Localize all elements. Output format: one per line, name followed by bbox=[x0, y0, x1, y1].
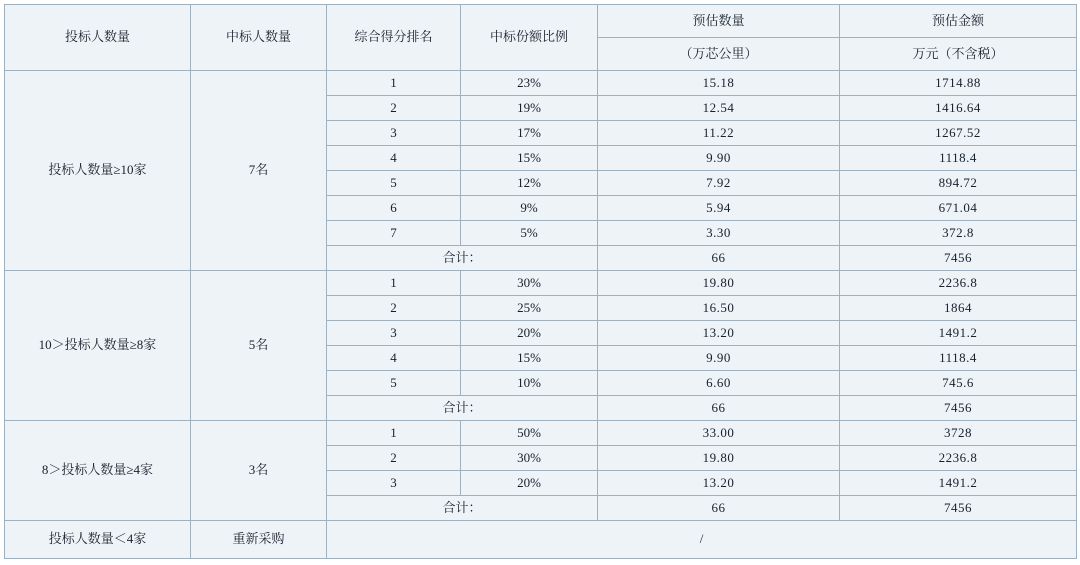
last-winner-count: 重新采购 bbox=[191, 521, 327, 559]
cell-quantity: 13.20 bbox=[598, 321, 840, 346]
total-label: 合计： bbox=[327, 496, 598, 521]
total-label: 合计： bbox=[327, 396, 598, 421]
cell-quantity: 6.60 bbox=[598, 371, 840, 396]
cell-share: 20% bbox=[461, 471, 598, 496]
cell-share: 15% bbox=[461, 346, 598, 371]
header-bidder-count: 投标人数量 bbox=[5, 5, 191, 71]
cell-quantity: 13.20 bbox=[598, 471, 840, 496]
cell-amount: 1267.52 bbox=[840, 121, 1077, 146]
last-value: / bbox=[327, 521, 1077, 559]
cell-amount: 894.72 bbox=[840, 171, 1077, 196]
cell-quantity: 11.22 bbox=[598, 121, 840, 146]
group-bidder-count: 10＞投标人数量≥8家 bbox=[5, 271, 191, 421]
bid-share-table bbox=[4, 4, 1077, 559]
cell-amount: 1864 bbox=[840, 296, 1077, 321]
cell-rank: 4 bbox=[327, 346, 461, 371]
last-bidder-count: 投标人数量＜4家 bbox=[5, 521, 191, 559]
cell-quantity: 19.80 bbox=[598, 271, 840, 296]
cell-amount: 1118.4 bbox=[840, 146, 1077, 171]
cell-amount: 1416.64 bbox=[840, 96, 1077, 121]
total-amount: 7456 bbox=[840, 496, 1077, 521]
cell-rank: 5 bbox=[327, 371, 461, 396]
cell-rank: 3 bbox=[327, 121, 461, 146]
cell-rank: 3 bbox=[327, 471, 461, 496]
cell-amount: 1118.4 bbox=[840, 346, 1077, 371]
table-header-row-1 bbox=[5, 5, 1077, 38]
cell-rank: 1 bbox=[327, 71, 461, 96]
cell-share: 10% bbox=[461, 371, 598, 396]
cell-amount: 1714.88 bbox=[840, 71, 1077, 96]
total-quantity: 66 bbox=[598, 396, 840, 421]
cell-amount: 3728 bbox=[840, 421, 1077, 446]
header-winner-count: 中标人数量 bbox=[191, 5, 327, 71]
cell-quantity: 9.90 bbox=[598, 146, 840, 171]
cell-share: 19% bbox=[461, 96, 598, 121]
cell-share: 25% bbox=[461, 296, 598, 321]
cell-share: 30% bbox=[461, 271, 598, 296]
group-winner-count: 5名 bbox=[191, 271, 327, 421]
cell-quantity: 33.00 bbox=[598, 421, 840, 446]
table-row bbox=[5, 71, 1077, 96]
cell-share: 17% bbox=[461, 121, 598, 146]
total-quantity: 66 bbox=[598, 246, 840, 271]
cell-rank: 5 bbox=[327, 171, 461, 196]
group-bidder-count: 投标人数量≥10家 bbox=[5, 71, 191, 271]
cell-rank: 2 bbox=[327, 96, 461, 121]
cell-rank: 6 bbox=[327, 196, 461, 221]
total-quantity: 66 bbox=[598, 496, 840, 521]
cell-quantity: 19.80 bbox=[598, 446, 840, 471]
total-label: 合计： bbox=[327, 246, 598, 271]
total-amount: 7456 bbox=[840, 246, 1077, 271]
cell-rank: 2 bbox=[327, 446, 461, 471]
cell-amount: 671.04 bbox=[840, 196, 1077, 221]
cell-rank: 1 bbox=[327, 421, 461, 446]
cell-quantity: 16.50 bbox=[598, 296, 840, 321]
cell-share: 20% bbox=[461, 321, 598, 346]
table-row bbox=[5, 271, 1077, 296]
cell-rank: 3 bbox=[327, 321, 461, 346]
header-share-ratio: 中标份额比例 bbox=[461, 5, 598, 71]
cell-share: 12% bbox=[461, 171, 598, 196]
cell-share: 5% bbox=[461, 221, 598, 246]
cell-quantity: 12.54 bbox=[598, 96, 840, 121]
cell-amount: 2236.8 bbox=[840, 271, 1077, 296]
cell-amount: 2236.8 bbox=[840, 446, 1077, 471]
cell-quantity: 5.94 bbox=[598, 196, 840, 221]
group-bidder-count: 8＞投标人数量≥4家 bbox=[5, 421, 191, 521]
header-score-rank: 综合得分排名 bbox=[327, 5, 461, 71]
cell-share: 15% bbox=[461, 146, 598, 171]
table-last-row bbox=[5, 521, 1077, 559]
cell-share: 50% bbox=[461, 421, 598, 446]
header-est-amount-unit: 万元（不含税） bbox=[840, 38, 1077, 71]
total-amount: 7456 bbox=[840, 396, 1077, 421]
cell-rank: 7 bbox=[327, 221, 461, 246]
cell-amount: 1491.2 bbox=[840, 321, 1077, 346]
cell-quantity: 3.30 bbox=[598, 221, 840, 246]
cell-share: 9% bbox=[461, 196, 598, 221]
cell-rank: 2 bbox=[327, 296, 461, 321]
header-est-amount: 预估金额 bbox=[840, 5, 1077, 38]
header-est-quantity: 预估数量 bbox=[598, 5, 840, 38]
cell-share: 30% bbox=[461, 446, 598, 471]
cell-amount: 1491.2 bbox=[840, 471, 1077, 496]
cell-quantity: 9.90 bbox=[598, 346, 840, 371]
cell-amount: 372.8 bbox=[840, 221, 1077, 246]
cell-rank: 4 bbox=[327, 146, 461, 171]
cell-rank: 1 bbox=[327, 271, 461, 296]
cell-amount: 745.6 bbox=[840, 371, 1077, 396]
group-winner-count: 3名 bbox=[191, 421, 327, 521]
table-row bbox=[5, 421, 1077, 446]
cell-share: 23% bbox=[461, 71, 598, 96]
header-est-quantity-unit: （万芯公里） bbox=[598, 38, 840, 71]
cell-quantity: 7.92 bbox=[598, 171, 840, 196]
cell-quantity: 15.18 bbox=[598, 71, 840, 96]
group-winner-count: 7名 bbox=[191, 71, 327, 271]
